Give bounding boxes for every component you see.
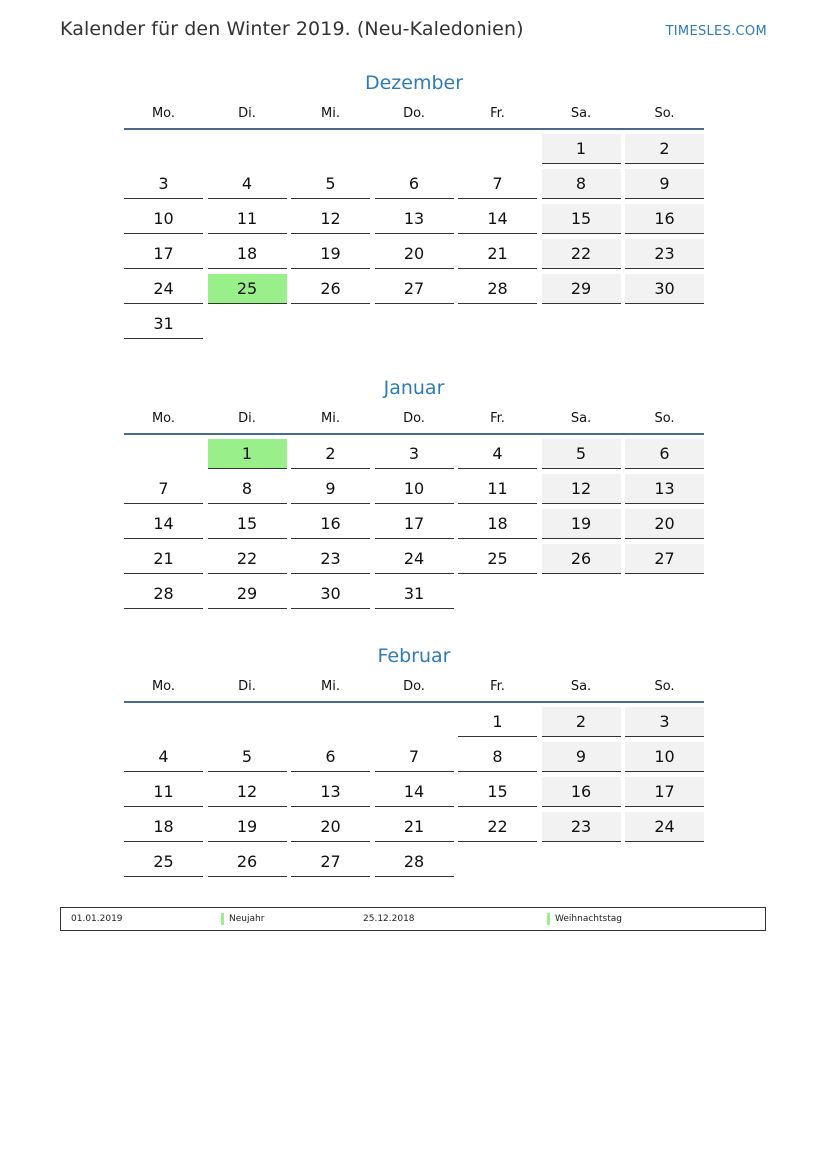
- day-cell: 12: [208, 777, 287, 807]
- weekday-label: Do.: [403, 678, 425, 694]
- day-cell: 18: [458, 509, 537, 539]
- weekday-label: So.: [654, 105, 675, 121]
- weekday-label: Do.: [403, 105, 425, 121]
- legend-name: Weihnachtstag: [555, 914, 622, 924]
- day-cell: 11: [458, 474, 537, 504]
- weekday-label: Fr.: [490, 105, 505, 121]
- weekday-label: So.: [654, 678, 675, 694]
- day-cell: 31: [375, 579, 454, 609]
- day-cell: 3: [375, 439, 454, 469]
- day-cell: 6: [375, 169, 454, 199]
- day-cell: 13: [375, 204, 454, 234]
- day-cell: 1: [458, 707, 537, 737]
- day-cell: 23: [291, 544, 370, 574]
- day-cell: 3: [625, 707, 704, 737]
- weekday-label: Di.: [238, 105, 256, 121]
- day-cell: 14: [458, 204, 537, 234]
- weekday-label: Fr.: [490, 410, 505, 426]
- month-december: [124, 68, 704, 339]
- day-cell: 4: [124, 742, 203, 772]
- day-cell: 12: [542, 474, 621, 504]
- day-cell: 27: [375, 274, 454, 304]
- day-cell: 21: [375, 812, 454, 842]
- day-cell: 29: [208, 579, 287, 609]
- weekday-header: [124, 98, 704, 130]
- day-cell: 20: [625, 509, 704, 539]
- weekday-label: Mi.: [321, 678, 340, 694]
- day-cell: 20: [375, 239, 454, 269]
- weekday-label: Sa.: [570, 105, 592, 121]
- day-cell: 16: [291, 509, 370, 539]
- day-cell: 22: [542, 239, 621, 269]
- legend-name: Neujahr: [229, 914, 265, 924]
- holiday-day-cell: 25: [208, 274, 287, 304]
- day-cell: 17: [124, 239, 203, 269]
- weekday-label: Fr.: [490, 678, 505, 694]
- empty-day-cell: [291, 707, 370, 737]
- day-cell: 24: [375, 544, 454, 574]
- day-cell: 10: [375, 474, 454, 504]
- day-cell: 22: [208, 544, 287, 574]
- day-cell: 8: [542, 169, 621, 199]
- empty-day-cell: [208, 707, 287, 737]
- day-cell: 5: [291, 169, 370, 199]
- page-title: Kalender für den Winter 2019. (Neu-Kaledonien): [60, 18, 524, 40]
- day-cell: 14: [124, 509, 203, 539]
- days-grid: [124, 134, 704, 339]
- day-cell: 9: [291, 474, 370, 504]
- legend-date: 25.12.2018: [363, 914, 415, 924]
- site-link[interactable]: TIMESLES.COM: [665, 24, 767, 39]
- day-cell: 10: [625, 742, 704, 772]
- day-cell: 7: [124, 474, 203, 504]
- day-cell: 13: [291, 777, 370, 807]
- weekday-header: [124, 403, 704, 435]
- weekday-label: Di.: [238, 410, 256, 426]
- day-cell: 8: [458, 742, 537, 772]
- day-cell: 12: [291, 204, 370, 234]
- empty-day-cell: [458, 134, 537, 164]
- day-cell: 15: [208, 509, 287, 539]
- empty-day-cell: [124, 134, 203, 164]
- day-cell: 30: [291, 579, 370, 609]
- day-cell: 17: [625, 777, 704, 807]
- weekday-label: So.: [654, 410, 675, 426]
- day-cell: 31: [124, 309, 203, 339]
- day-cell: 27: [625, 544, 704, 574]
- day-cell: 3: [124, 169, 203, 199]
- day-cell: 25: [124, 847, 203, 877]
- holiday-legend: [60, 907, 766, 931]
- days-grid: [124, 439, 704, 609]
- month-january: [124, 373, 704, 609]
- month-title: Februar: [377, 645, 451, 667]
- month-title: Januar: [383, 377, 445, 399]
- weekday-header: [124, 671, 704, 703]
- weekday-label: Mo.: [151, 678, 176, 694]
- day-cell: 18: [208, 239, 287, 269]
- day-cell: 28: [458, 274, 537, 304]
- day-cell: 11: [208, 204, 287, 234]
- day-cell: 23: [625, 239, 704, 269]
- legend-date: 01.01.2019: [71, 914, 123, 924]
- empty-day-cell: [375, 707, 454, 737]
- day-cell: 5: [542, 439, 621, 469]
- weekday-label: Do.: [403, 410, 425, 426]
- day-cell: 19: [542, 509, 621, 539]
- weekday-label: Mi.: [321, 410, 340, 426]
- day-cell: 18: [124, 812, 203, 842]
- month-february: [124, 641, 704, 877]
- day-cell: 9: [542, 742, 621, 772]
- weekday-label: Mo.: [151, 105, 176, 121]
- holiday-day-cell: 1: [208, 439, 287, 469]
- day-cell: 9: [625, 169, 704, 199]
- day-cell: 20: [291, 812, 370, 842]
- day-cell: 21: [124, 544, 203, 574]
- day-cell: 16: [542, 777, 621, 807]
- day-cell: 24: [124, 274, 203, 304]
- month-title: Dezember: [364, 72, 464, 94]
- empty-day-cell: [124, 439, 203, 469]
- day-cell: 19: [208, 812, 287, 842]
- day-cell: 25: [458, 544, 537, 574]
- weekday-label: Di.: [238, 678, 256, 694]
- day-cell: 7: [375, 742, 454, 772]
- day-cell: 26: [208, 847, 287, 877]
- day-cell: 6: [291, 742, 370, 772]
- day-cell: 19: [291, 239, 370, 269]
- day-cell: 8: [208, 474, 287, 504]
- legend-color-swatch: [221, 913, 224, 925]
- empty-day-cell: [208, 134, 287, 164]
- legend-color-swatch: [547, 913, 550, 925]
- day-cell: 7: [458, 169, 537, 199]
- day-cell: 16: [625, 204, 704, 234]
- day-cell: 28: [124, 579, 203, 609]
- day-cell: 2: [625, 134, 704, 164]
- weekday-label: Sa.: [570, 678, 592, 694]
- day-cell: 29: [542, 274, 621, 304]
- day-cell: 26: [542, 544, 621, 574]
- day-cell: 2: [291, 439, 370, 469]
- weekday-label: Mo.: [151, 410, 176, 426]
- day-cell: 17: [375, 509, 454, 539]
- day-cell: 28: [375, 847, 454, 877]
- empty-day-cell: [375, 134, 454, 164]
- day-cell: 1: [542, 134, 621, 164]
- day-cell: 11: [124, 777, 203, 807]
- day-cell: 5: [208, 742, 287, 772]
- empty-day-cell: [291, 134, 370, 164]
- days-grid: [124, 707, 704, 877]
- day-cell: 27: [291, 847, 370, 877]
- day-cell: 22: [458, 812, 537, 842]
- day-cell: 15: [458, 777, 537, 807]
- day-cell: 10: [124, 204, 203, 234]
- empty-day-cell: [124, 707, 203, 737]
- day-cell: 26: [291, 274, 370, 304]
- day-cell: 30: [625, 274, 704, 304]
- day-cell: 6: [625, 439, 704, 469]
- day-cell: 14: [375, 777, 454, 807]
- day-cell: 23: [542, 812, 621, 842]
- weekday-label: Mi.: [321, 105, 340, 121]
- day-cell: 2: [542, 707, 621, 737]
- day-cell: 15: [542, 204, 621, 234]
- day-cell: 4: [458, 439, 537, 469]
- day-cell: 21: [458, 239, 537, 269]
- day-cell: 24: [625, 812, 704, 842]
- weekday-label: Sa.: [570, 410, 592, 426]
- day-cell: 4: [208, 169, 287, 199]
- day-cell: 13: [625, 474, 704, 504]
